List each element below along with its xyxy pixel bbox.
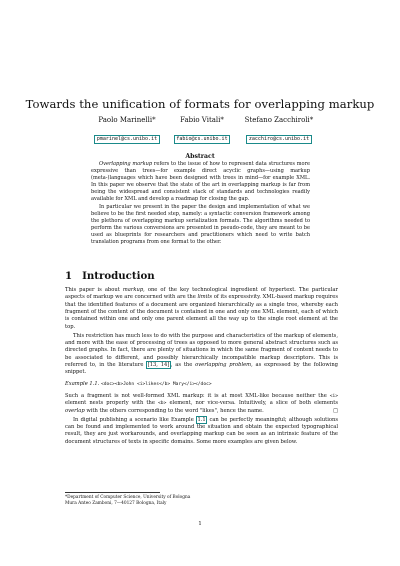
text: This paper is about [65,287,123,293]
text: , as the [170,361,196,368]
example-label: Example 1.1. [65,380,100,387]
inline-code: <i> [329,393,338,399]
intro-paragraph [65,393,338,415]
citation-link[interactable]: [13, 14] [147,361,170,368]
intro-paragraph [65,287,338,331]
intro-paragraph [65,417,338,446]
text: Such a fragment is not well-formed XML markup: it is at most XML-like because neither the [65,392,330,399]
footnote-line: *Department of Computer Science, University of Bologna [65,495,191,500]
text: In digital publishing a scenario like Example [73,416,196,423]
abstract-heading: Abstract [185,153,215,160]
text: element, nor vice-versa. Intuitively, a slice of both elements [166,400,339,407]
example-reference-link[interactable]: 1.1 [197,416,206,423]
text: element nests properly with the [65,400,159,407]
author-name: Stefano Zacchiroli* [244,116,314,124]
footnote-line: Mura Anteo Zamboni, 7—40127 Bologna, Italy [65,501,167,506]
example-block [65,381,338,388]
footnote-rule [65,492,160,493]
abstract-paragraph [91,161,310,204]
author-email-link[interactable]: fabio@cs.unibo.it [174,135,230,144]
text: This restriction has much less to do with the purpose and characteristics of the markup of elements, and more with the ease of processing of trees as opposed to more general abstract structures such as directed graphs. In fact, there are plenty of situations in which the same fragment of content needs to be associated to different, and possibly hierarchically incompatible markup descriptors. This is referred to, in the literature [65,332,338,368]
text: can be perfectly meaningful; although solutions can be found and implemented to work around the situation and obtain the expected typographical result, they are just workarounds, and overlapping markup can be seen as an intrinsic feature of the document structures of texts in specific domains. Some more examples are given below. [65,416,338,445]
emphasis: overlap [65,407,85,414]
text: refers to the issue of how to represent data structures more expressive than trees—for example direct acyclic graphs—using markup (meta-)languages which have been designed with trees in mind—for example XML. In this paper we observe that the state of the art in overlapping markup is far from being the widespread and consistent stack of standards and technologies readily available for XML and develop a roadmap for closing the gap. [91,161,310,203]
author-name: Fabio Vitali* [180,116,224,124]
section-number: 1 [65,270,73,282]
section-title: Introduction [82,270,155,282]
text: , as expressed by the following snippet. [65,361,338,376]
intro-paragraph [65,333,338,377]
abstract-paragraph: In particular we present in the paper the design and implementation of what we believe to be the first needed step, namely: a syntactic conversion framework among the plethora of overlapping markup serialization formats. The algorithms needed to perform the various conversions are presented in pseudo-code, they are meant to be used as blueprints for researchers and practitioners which need to write batch translation programs from one format to the other. [91,203,310,246]
emphasis: limits [197,294,213,301]
author-email-link[interactable]: pmarinel@cs.unibo.it [94,135,159,144]
page-number: 1 [198,521,202,527]
abstract-body [91,161,310,246]
inline-code: <b> [158,401,167,407]
author-name: Paolo Marinelli* [98,116,156,124]
emphasis: Overlapping markup [99,161,153,167]
emphasis: overlapping problem [195,361,252,368]
text: with the others corresponding to the word "likes", hence the name. [84,407,264,414]
paper-title: Towards the unification of formats for overlapping markup [25,97,375,111]
emphasis: markup [122,287,144,293]
footnote [65,495,325,507]
example-code: <doc><b>John <i>likes</b> Mary</i></doc> [100,381,212,387]
text: , one of the key technological ingredient of hypertext. The particular aspects of markup we are concerned with are the [65,287,338,301]
section-heading [65,270,155,282]
qed-symbol: □ [333,407,338,414]
intro-body [65,287,338,447]
author-email-link[interactable]: zacchiro@cs.unibo.it [246,135,311,144]
text: of its expressivity. XML-based markup requires that the identified features of a document are organized hierarchically as a single tree, whereby each fragment of the content of the document is contained in one and only one XML element, each of which is contained within one and only one parent element all the way up to the single root element at the top. [65,294,338,330]
author-3 [224,116,334,144]
